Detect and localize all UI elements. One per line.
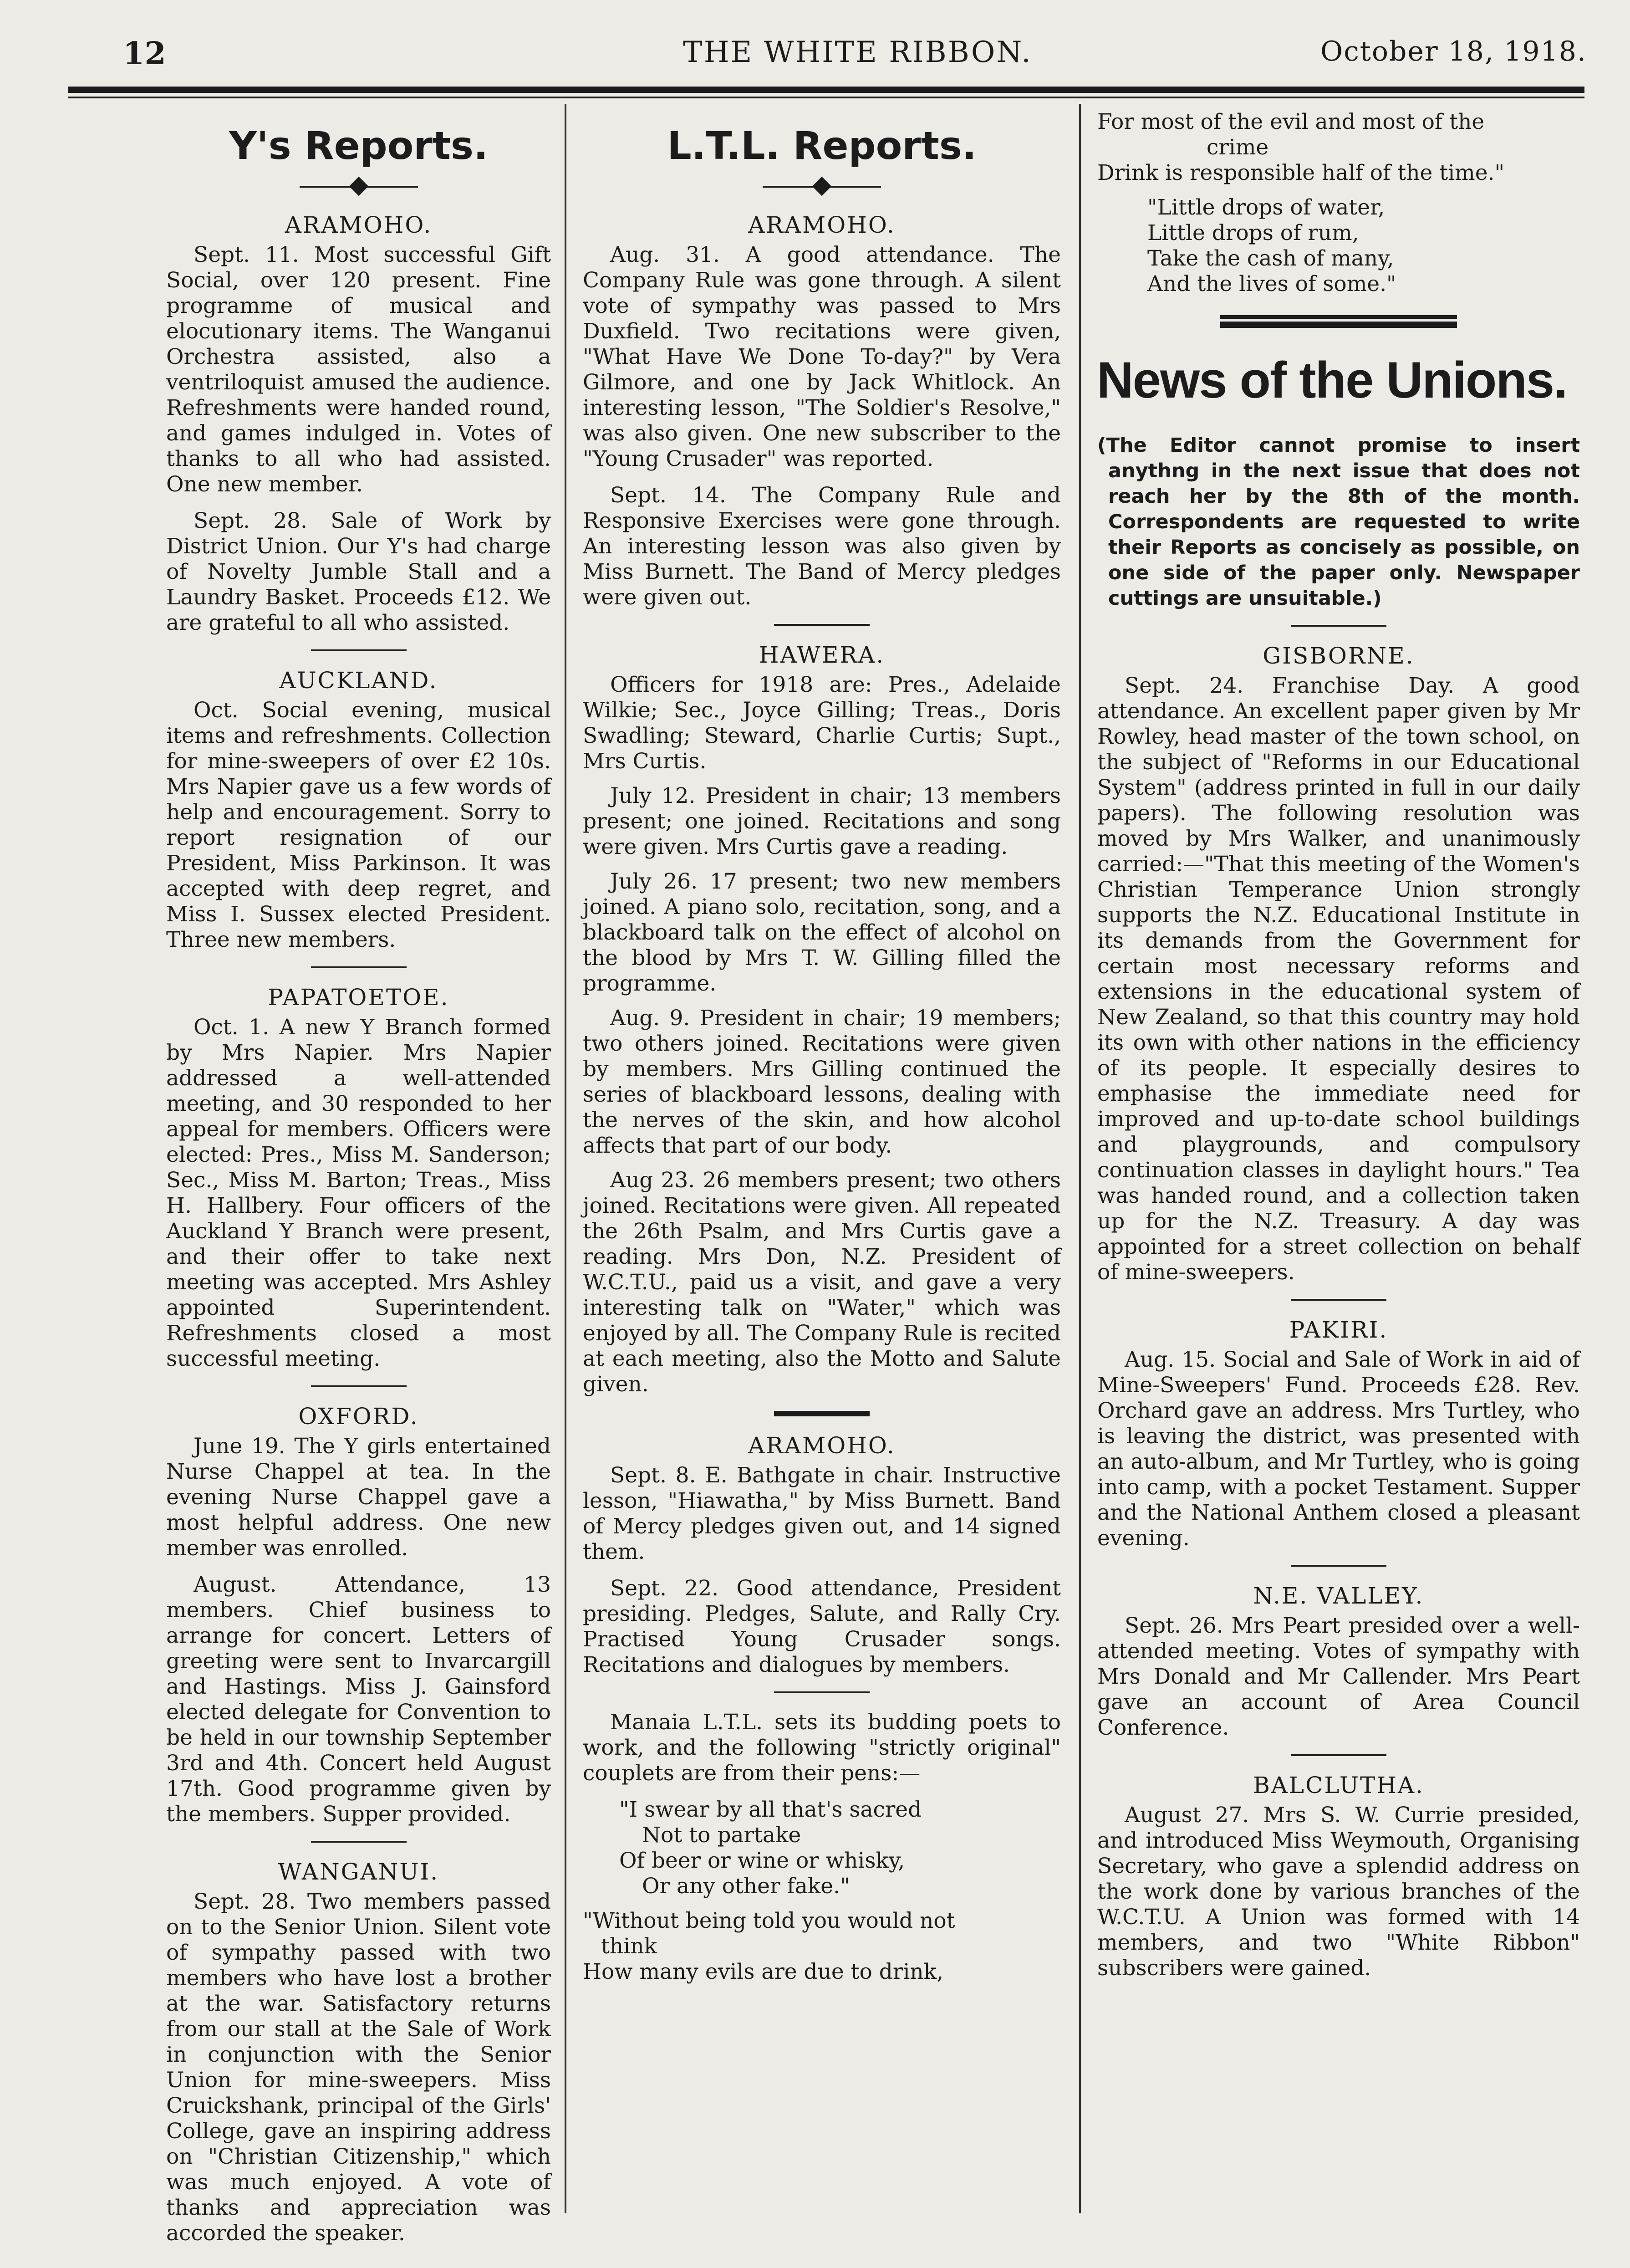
verse-line: How many evils are due to drink,: [583, 1959, 944, 1984]
report-heading: WANGANUI.: [278, 1859, 439, 1885]
report-heading: N.E. VALLEY.: [1253, 1583, 1424, 1609]
column-ltl-reports: [583, 109, 1061, 1994]
separator-rule: [774, 1691, 870, 1693]
report-heading: GISBORNE.: [1263, 643, 1415, 669]
double-rule-ornament: [1220, 315, 1457, 328]
report-paragraph: Aug. 9. President in chair; 19 members; two others joined. Recitations were given by members. Mrs Gilling continued the series of blackboard lessons, dealing with the nerves of the skin, and how alcohol affects that part of our body.: [583, 1006, 1061, 1158]
page-number: 12: [123, 36, 166, 72]
separator-rule-thick: [774, 1411, 870, 1416]
page-header: [0, 36, 1630, 86]
verse-line: For most of the evil and most of the: [1097, 109, 1485, 134]
issue-date: October 18, 1918.: [1320, 36, 1587, 67]
separator-rule: [1291, 1299, 1386, 1301]
column-ys-reports: [166, 109, 551, 2257]
report-paragraph: Sept. 28. Sale of Work by District Union. Our Y's had charge of Novelty Jumble Stall and a Laundry Basket. Proceeds £12. We are grateful to all who assisted.: [166, 508, 551, 635]
verse-line: "Little drops of water,: [1147, 195, 1385, 220]
verse-line: Little drops of rum,: [1147, 220, 1359, 245]
section-title-news-of-unions: News of the Unions.: [1096, 352, 1567, 409]
report-heading: ARAMOHO.: [748, 212, 896, 238]
publication-title: THE WHITE RIBBON.: [683, 36, 1032, 69]
column-divider-2: [1079, 104, 1081, 2213]
section-title-ltl-reports: L.T.L. Reports.: [667, 123, 977, 168]
report-paragraph: Sept. 24. Franchise Day. A good attendance. An excellent paper given by Mr Rowley, head master of the town school, on the subject of "Reforms in our Educational System" (address printed in full in our daily papers). The following resolution was moved by Mrs Walker, and unanimously carried:—"That this meeting of the Women's Christian Temperance Union strongly supports the N.Z. Educational Institute in its demands from the Government for certain most necessary reforms and extensions in the educational system of New Zealand, so that this country may hold its own with other nations in the efficiency of its people. It especially desires to emphasise the immediate need for improved and up-to-date school buildings and playgrounds, and compulsory continuation classes in daylight hours." Tea was handed round, and a collection taken up for the N.Z. Treasury. A day was appointed for a street collection on behalf of mine-sweepers.: [1097, 673, 1580, 1285]
report-paragraph: Oct. Social evening, musical items and refreshments. Collection for mine-sweepers of over £2 10s. Mrs Napier gave us a few words of help and encouragement. Sorry to report resignation of our President, Miss Parkinson. It was accepted with deep regret, and Miss I. Sussex elected President. Three new members.: [166, 698, 551, 952]
verse-line: Of beer or wine or whisky,: [619, 1848, 905, 1873]
poem-verse: [583, 1797, 1061, 1899]
verse-line: "I swear by all that's sacred: [619, 1797, 922, 1822]
column-news-of-unions: [1097, 109, 1580, 1992]
column-divider-1: [565, 104, 566, 2213]
report-paragraph: Sept. 26. Mrs Peart presided over a well-attended meeting. Votes of sympathy with Mrs Donald and Mr Callender. Mrs Peart gave an account of Area Council Conference.: [1097, 1613, 1580, 1740]
report-paragraph: Aug. 31. A good attendance. The Company Rule was gone through. A silent vote of sympathy was passed to Mrs Duxfield. Two recitations were given, "What Have We Done To-day?" by Vera Gilmore, and one by Jack Whitlock. An interesting lesson, "The Soldier's Resolve," was also given. One new subscriber to the "Young Crusader" was reported.: [583, 242, 1061, 471]
report-heading: AUCKLAND.: [279, 667, 438, 694]
report-paragraph: July 12. President in chair; 13 members present; one joined. Recitations and song were given. Mrs Curtis gave a reading.: [583, 783, 1061, 859]
separator-rule: [311, 649, 407, 651]
header-rule-thick: [68, 87, 1584, 93]
report-heading: PAKIRI.: [1289, 1317, 1388, 1343]
separator-rule: [774, 624, 870, 626]
manaia-intro: Manaia L.T.L. sets its budding poets to work, and the following "strictly original" couplets are from their pens:—: [583, 1710, 1061, 1786]
report-paragraph: Aug 23. 26 members present; two others joined. Recitations were given. All repeated the 26th Psalm, and Mrs Curtis gave a reading. Mrs Don, N.Z. President of W.C.T.U., paid us a visit, and gave a very interesting talk on "Water," which was enjoyed by all. The Company Rule is recited at each meeting, also the Motto and Salute given.: [583, 1168, 1061, 1397]
verse-line: And the lives of some.": [1147, 271, 1396, 296]
separator-rule: [1291, 1754, 1386, 1756]
separator-rule: [311, 966, 407, 968]
poem-verse: [1097, 195, 1580, 297]
report-paragraph: Sept. 22. Good attendance, President presiding. Pledges, Salute, and Rally Cry. Practised Young Crusader songs. Recitations and dialogues by members.: [583, 1576, 1061, 1677]
verse-line: Or any other fake.": [642, 1874, 850, 1899]
report-paragraph: August. Attendance, 13 members. Chief business to arrange for concert. Letters of greeting were sent to Invarcargill and Hastings. Miss J. Gainsford elected delegate for Convention to be held in our township September 3rd and 4th. Concert held August 17th. Good programme given by the members. Supper provided.: [166, 1572, 551, 1827]
report-heading: HAWERA.: [759, 642, 885, 668]
report-heading: ARAMOHO.: [285, 212, 433, 238]
report-paragraph: Sept. 11. Most successful Gift Social, over 120 present. Fine programme of musical and elocutionary items. The Wanganui Orchestra assisted, also a ventriloquist amused the audience. Refreshments were handed round, and games indulged in. Votes of thanks to all who had assisted. One new member.: [166, 242, 551, 497]
separator-rule: [311, 1385, 407, 1387]
report-heading: PAPATOETOE.: [268, 984, 449, 1011]
header-rule-thin: [68, 97, 1584, 98]
poem-verse: [1097, 109, 1580, 186]
section-title-ys-reports: Y's Reports.: [229, 123, 488, 168]
report-heading: BALCLUTHA.: [1253, 1772, 1424, 1798]
report-paragraph: Sept. 28. Two members passed on to the Senior Union. Silent vote of sympathy passed with two members who have lost a brother at the war. Satisfactory returns from our stall at the Sale of Work in conjunction with the Senior Union for mine-sweepers. Miss Cruickshank, principal of the Girls' College, gave an inspiring address on "Christian Citizenship," which was much enjoyed. A vote of thanks and appreciation was accorded the speaker.: [166, 1889, 551, 2246]
separator-rule: [311, 1841, 407, 1843]
report-paragraph: Sept. 8. E. Bathgate in chair. Instructive lesson, "Hiawatha," by Miss Burnett. Band of Mercy pledges given out, and 14 signed them.: [583, 1463, 1061, 1564]
report-paragraph: June 19. The Y girls entertained Nurse Chappel at tea. In the evening Nurse Chappel gave a most helpful address. One new member was enrolled.: [166, 1434, 551, 1561]
verse-line: "Without being told you would not: [583, 1908, 955, 1933]
report-heading: ARAMOHO.: [748, 1432, 896, 1459]
report-paragraph: Sept. 14. The Company Rule and Responsive Exercises were gone through. An interesting lesson was also given by Miss Burnett. The Band of Mercy pledges were given out.: [583, 483, 1061, 610]
verse-line: Not to partake: [642, 1823, 801, 1848]
diamond-ornament: [300, 178, 418, 196]
report-paragraph: July 26. 17 present; two new members joined. A piano solo, recitation, song, and a blackboard talk on the effect of alcohol on the blood by Mrs T. W. Gilling filled the programme.: [583, 869, 1061, 996]
diamond-ornament: [763, 178, 881, 196]
editor-notice: (The Editor cannot promise to insert anythng in the next issue that does not reach her by the 8th of the month. Correspondents are requested to write their Reports as concisely as possible, on one side of the paper only. Newspaper cuttings are unsuitable.): [1097, 434, 1580, 610]
report-paragraph: August 27. Mrs S. W. Currie presided, and introduced Miss Weymouth, Organising Secretary, who gave a splendid address on the work done by various branches of the W.C.T.U. A Union was formed with 14 members, and two "White Ribbon" subscribers were gained.: [1097, 1803, 1580, 1981]
verse-line: Drink is responsible half of the time.": [1097, 160, 1505, 185]
report-paragraph: Aug. 15. Social and Sale of Work in aid of Mine-Sweepers' Fund. Proceeds £28. Rev. Orchard gave an address. Mrs Turtley, who is leaving the district, was presented with an auto-album, and Mr Turtley, who is going into camp, with a pocket Testament. Supper and the National Anthem closed a pleasant evening.: [1097, 1347, 1580, 1551]
report-paragraph: Officers for 1918 are: Pres., Adelaide Wilkie; Sec., Joyce Gilling; Treas., Doris Swadling; Steward, Charlie Curtis; Supt., Mrs Curtis.: [583, 672, 1061, 774]
separator-rule: [1291, 1565, 1386, 1567]
verse-line: crime: [1207, 135, 1269, 160]
verse-line: Take the cash of many,: [1147, 246, 1394, 271]
report-heading: OXFORD.: [298, 1403, 419, 1430]
poem-verse: [583, 1908, 1061, 1985]
separator-rule: [1291, 625, 1386, 627]
verse-line: think: [601, 1934, 657, 1959]
report-paragraph: Oct. 1. A new Y Branch formed by Mrs Napier. Mrs Napier addressed a well-attended meeting, and 30 responded to her appeal for members. Officers were elected: Pres., Miss M. Sanderson; Sec., Miss M. Barton; Treas., Miss H. Hallbery. Four officers of the Auckland Y Branch were present, and their offer to take next meeting was accepted. Mrs Ashley appointed Superintendent. Refreshments closed a most successful meeting.: [166, 1015, 551, 1371]
